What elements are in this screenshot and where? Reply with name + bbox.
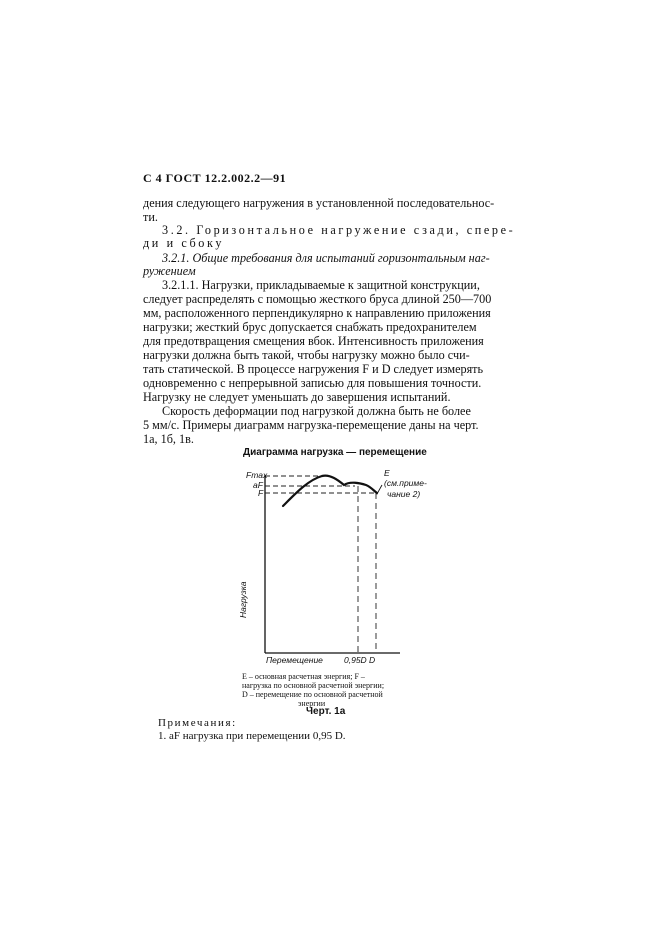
e-note-label: чание 2) xyxy=(387,489,421,499)
x-axis-label: Перемещение xyxy=(266,655,323,665)
figure-caption: Черт. 1а xyxy=(306,706,346,717)
body-line: нагрузки должна быть такой, чтобы нагрузку можно было счи- xyxy=(143,348,470,362)
e-note-label: (см.приме- xyxy=(384,478,427,488)
body-line: одновременно с непрерывной записью для повышения точности. xyxy=(143,376,482,390)
legend-line: E – основная расчетная энергия; F – xyxy=(242,672,365,681)
body-line: 3.2.1.1. Нагрузки, прикладываемые к защитной конструкции, xyxy=(162,278,480,292)
body-line: дения следующего нагружения в установленной последовательнос- xyxy=(143,196,495,210)
body-line: 1а, 1б, 1в. xyxy=(143,432,194,446)
legend-line: D – перемещение по основной расчетной xyxy=(242,690,383,699)
f-label: F xyxy=(258,488,264,498)
af-label: aF xyxy=(253,480,263,490)
e-note-label: E xyxy=(384,468,390,478)
body-line: следует распределять с помощью жесткого бруса длиной 250—700 xyxy=(143,292,492,306)
load-curve xyxy=(283,476,377,506)
section-heading-3-2-1: 3.2.1. Общие требования для испытаний горизонтальным наг- xyxy=(162,251,490,265)
body-line: Скорость деформации под нагрузкой должна быть не более xyxy=(162,404,471,418)
section-heading-3-2: 3.2. Горизонтальное нагружение сзади, спере- xyxy=(162,223,516,237)
body-line: для предотвращения смещения вбок. Интенсивность приложения xyxy=(143,334,484,348)
body-line: 5 мм/с. Примеры диаграмм нагрузка-перемещение даны на черт. xyxy=(143,418,479,432)
legend-line: нагрузка по основной расчетной энергии; xyxy=(242,681,385,690)
fmax-label: Fmax xyxy=(246,470,268,480)
notes-title: Примечания: xyxy=(158,717,237,729)
page-header: С 4 ГОСТ 12.2.002.2—91 xyxy=(143,171,287,185)
section-heading-3-2-1-cont: ружением xyxy=(143,264,196,278)
body-line: ти. xyxy=(143,210,158,224)
body-line: нагрузки; жесткий брус допускается снабжать предохранителем xyxy=(143,320,477,334)
y-axis-label: Нагрузка xyxy=(238,581,248,618)
body-line: Нагрузку не следует уменьшать до завершения испытаний. xyxy=(143,390,451,404)
diagram-title: Диаграмма нагрузка — перемещение xyxy=(243,447,427,458)
body-line: тать статической. В процессе нагружения F и D следует измерять xyxy=(143,362,484,376)
note-1: 1. aF нагрузка при перемещении 0,95 D. xyxy=(158,730,346,742)
x-mark-label: 0,95D D xyxy=(344,655,376,665)
section-heading-3-2-cont: ди и сбоку xyxy=(143,236,225,250)
legend-line: энергии xyxy=(298,699,326,708)
body-line: мм, расположенного перпендикулярно к направлению приложения xyxy=(143,306,491,320)
